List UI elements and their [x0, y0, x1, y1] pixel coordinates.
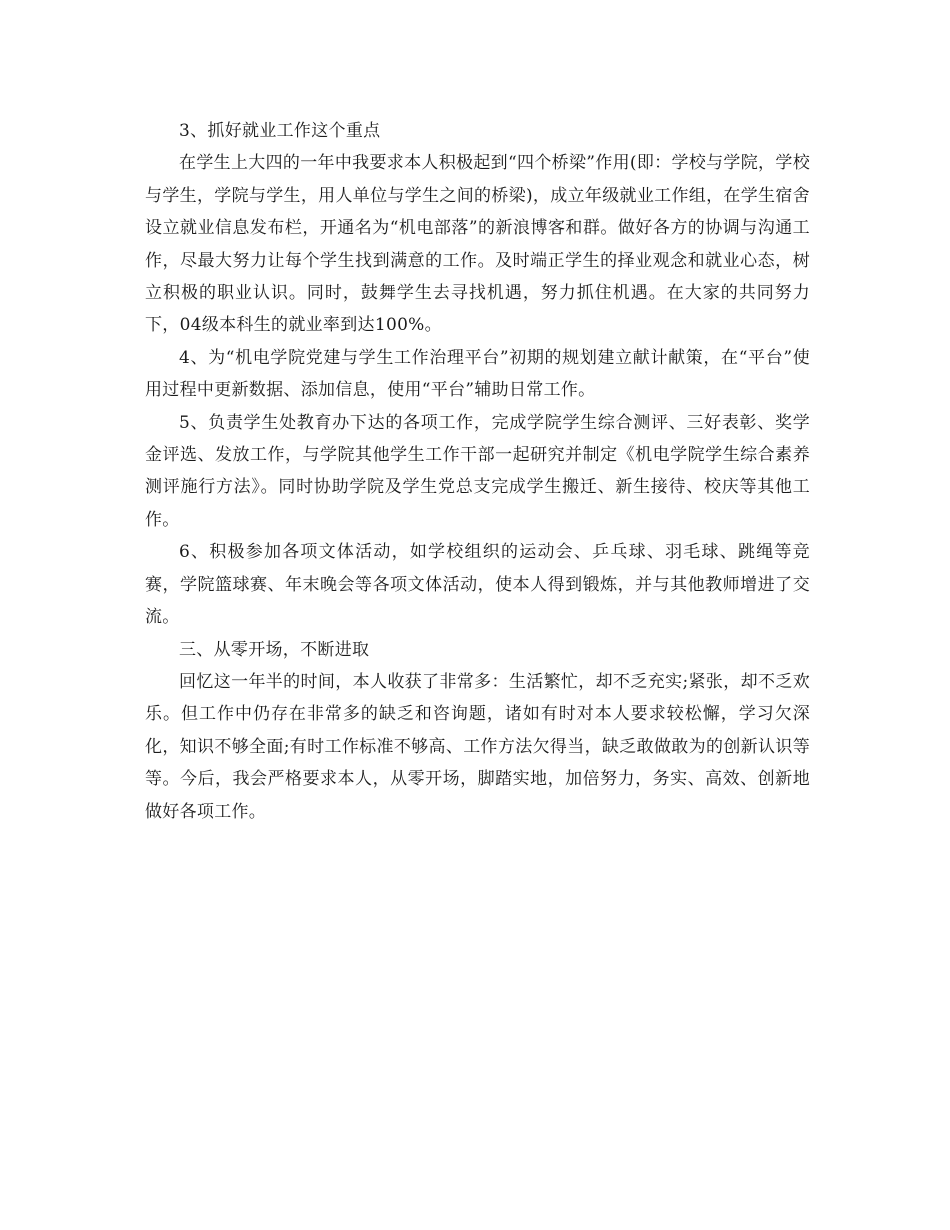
- document-body: [145, 115, 810, 828]
- paragraph-employment-body: 在学生上大四的一年中我要求本人积极起到“四个桥梁”作用(即：学校与学院，学校与学生，学院与学生，用人单位与学生之间的桥梁)，成立年级就业工作组，在学生宿舍设立就业信息发布栏，开通名为“机电部落”的新浪博客和群。做好各方的协调与沟通工作，尽最大努力让每个学生找到满意的工作。及时端正学生的择业观念和就业心态，树立积极的职业认识。同时，鼓舞学生去寻找机遇，努力抓住机遇。在大家的共同努力下，04级本科生的就业率到达100%。: [145, 153, 810, 336]
- paragraph-platform: 4、为“机电学院党建与学生工作治理平台”初期的规划建立献计献策，在“平台”使用过程中更新数据、添加信息，使用“平台”辅助日常工作。: [145, 347, 810, 401]
- paragraph-activities: 6、积极参加各项文体活动，如学校组织的运动会、乒乓球、羽毛球、跳绳等竞赛，学院篮球赛、年末晚会等各项文体活动，使本人得到锻炼，并与其他教师增进了交流。: [145, 542, 810, 628]
- paragraph-student-affairs: 5、负责学生处教育办下达的各项工作，完成学院学生综合测评、三好表彰、奖学金评选、发放工作，与学院其他学生工作干部一起研究并制定《机电学院学生综合素养测评施行方法》。同时协助学院及学生党总支完成学生搬迁、新生接待、校庆等其他工作。: [145, 412, 810, 530]
- paragraph-reflection: 回忆这一年半的时间，本人收获了非常多：生活繁忙，却不乏充实;紧张，却不乏欢乐。但工作中仍存在非常多的缺乏和咨询题，诸如有时对本人要求较松懈，学习欠深化，知识不够全面;有时工作标准不够高、工作方法欠得当，缺乏敢做敢为的创新认识等等。今后，我会严格要求本人，从零开场，脚踏实地，加倍努力，务实、高效、创新地做好各项工作。: [145, 671, 810, 822]
- section-heading-restart: 三、从零开场，不断进取: [179, 639, 370, 660]
- paragraph-employment-heading: 3、抓好就业工作这个重点: [179, 121, 381, 141]
